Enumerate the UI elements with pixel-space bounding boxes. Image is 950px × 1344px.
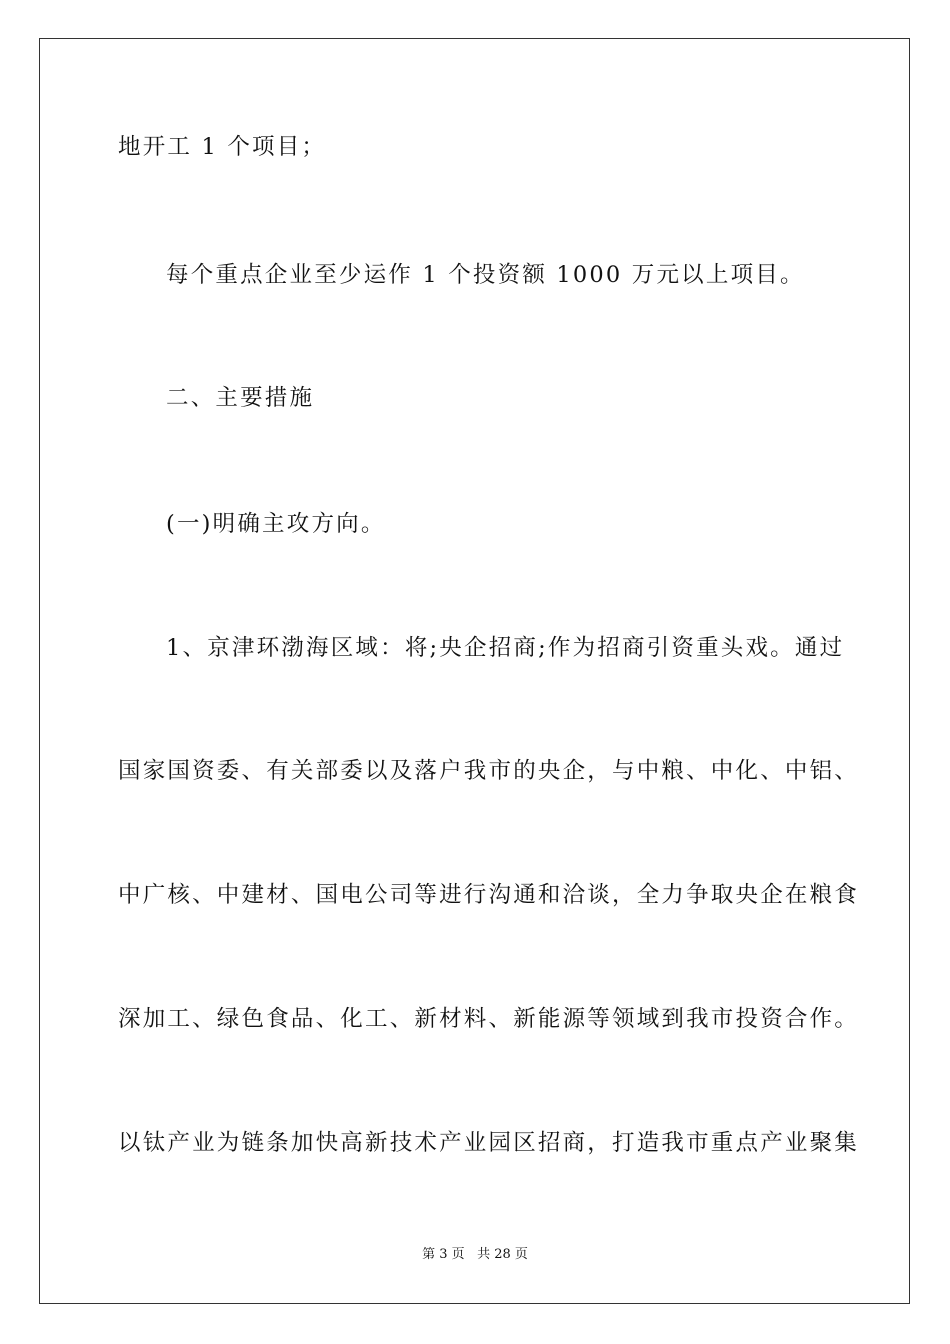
text-line-8: 深加工、绿色食品、化工、新材料、新能源等领域到我市投资合作。 [118,1006,860,1032]
text-line-6: 国家国资委、有关部委以及落户我市的央企，与中粮、中化、中铝、 [118,758,860,784]
text-line-9: 以钛产业为链条加快高新技术产业园区招商，打造我市重点产业聚集 [118,1130,860,1156]
text-line-1: 地开工 1 个项目； [118,134,327,160]
text-line-5: 1、京津环渤海区域：将;央企招商;作为招商引资重头戏。通过 [166,635,845,661]
page-footer [0,1246,950,1264]
page-border [39,38,910,1304]
text-line-7: 中广核、中建材、国电公司等进行沟通和洽谈，全力争取央企在粮食 [118,882,860,908]
page-number: 第 3 页 [422,1247,465,1262]
text-line-2: 每个重点企业至少运作 1 个投资额 1000 万元以上项目。 [166,262,805,288]
page-total: 共 28 页 [477,1247,528,1262]
section-heading: 二、主要措施 [166,385,315,411]
subsection-heading: (一)明确主攻方向。 [166,511,386,537]
